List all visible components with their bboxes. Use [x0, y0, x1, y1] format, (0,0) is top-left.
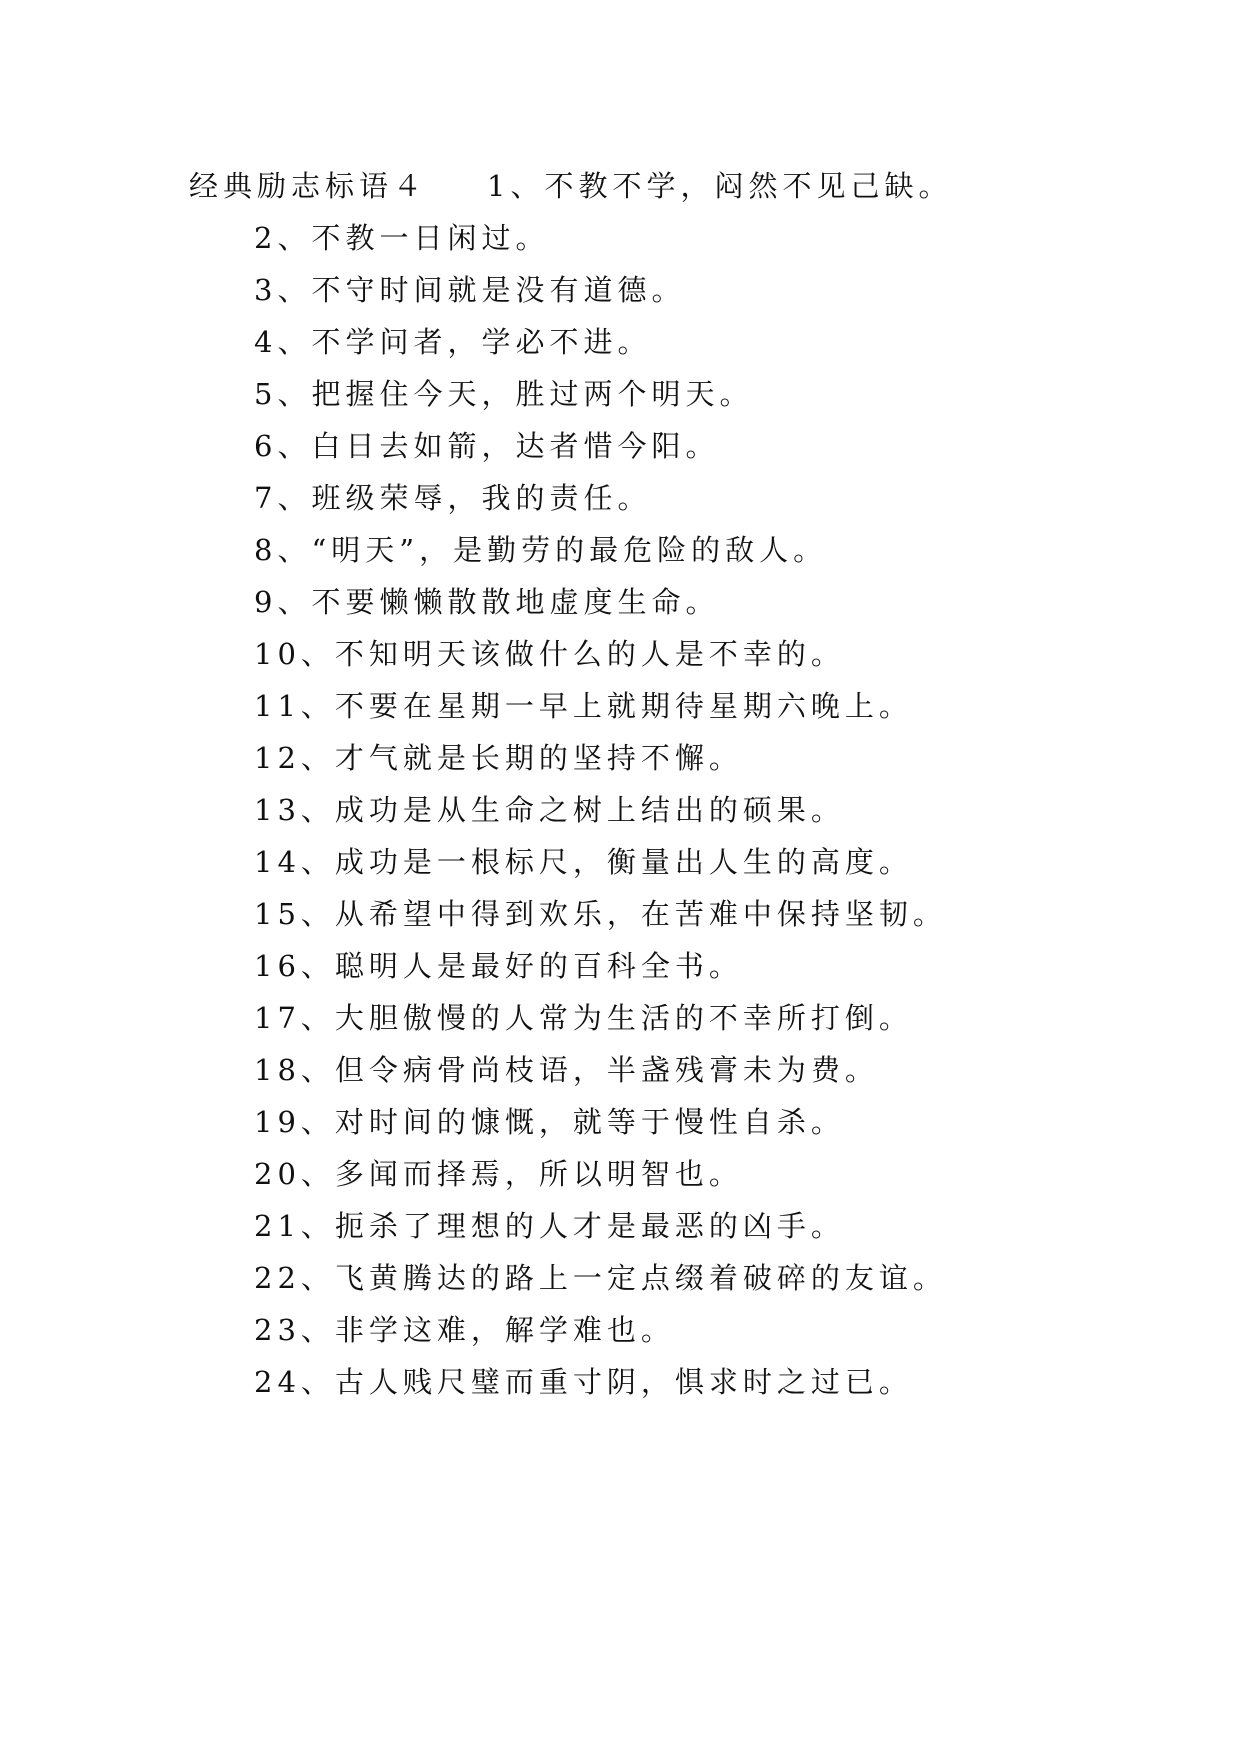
list-item: 10、不知明天该做什么的人是不幸的。 [254, 637, 845, 671]
list-item: 9、不要懒懒散散地虚度生命。 [254, 585, 720, 619]
list-item: 17、大胆傲慢的人常为生活的不幸所打倒。 [254, 1001, 913, 1035]
list-item: 3、不守时间就是没有道德。 [254, 273, 686, 307]
list-item: 20、多闻而择焉，所以明智也。 [254, 1157, 743, 1191]
list-item: 23、非学这难，解学难也。 [254, 1313, 675, 1347]
list-item: 8、“明天”，是勤劳的最危险的敌人。 [254, 533, 828, 567]
list-item: 19、对时间的慷慨，就等于慢性自杀。 [254, 1105, 845, 1139]
list-item: 1、不教不学，闷然不见己缺。 [487, 169, 953, 203]
list-item: 16、聪明人是最好的百科全书。 [254, 949, 743, 983]
document-title: 经典励志标语４ [189, 169, 428, 203]
list-item: 21、扼杀了理想的人才是最恶的凶手。 [254, 1209, 845, 1243]
list-item: 5、把握住今天，胜过两个明天。 [254, 377, 754, 411]
list-item: 15、从希望中得到欢乐，在苦难中保持坚韧。 [254, 897, 947, 931]
list-item: 13、成功是从生命之树上结出的硕果。 [254, 793, 845, 827]
list-item: 4、不学问者，学必不进。 [254, 325, 652, 359]
list-item: 22、飞黄腾达的路上一定点缀着破碎的友谊。 [254, 1261, 947, 1295]
list-item: 18、但令病骨尚枝语，半盏残膏未为费。 [254, 1053, 879, 1087]
list-item: 11、不要在星期一早上就期待星期六晚上。 [254, 689, 913, 723]
title-line [189, 168, 952, 204]
list-item: 24、古人贱尺璧而重寸阴，惧求时之过已。 [254, 1365, 913, 1399]
list-item: 6、白日去如箭，达者惜今阳。 [254, 429, 720, 463]
list-item: 2、不教一日闲过。 [254, 221, 550, 255]
list-item: 12、才气就是长期的坚持不懈。 [254, 741, 743, 775]
list-item: 7、班级荣辱，我的责任。 [254, 481, 652, 515]
list-item: 14、成功是一根标尺，衡量出人生的高度。 [254, 845, 913, 879]
